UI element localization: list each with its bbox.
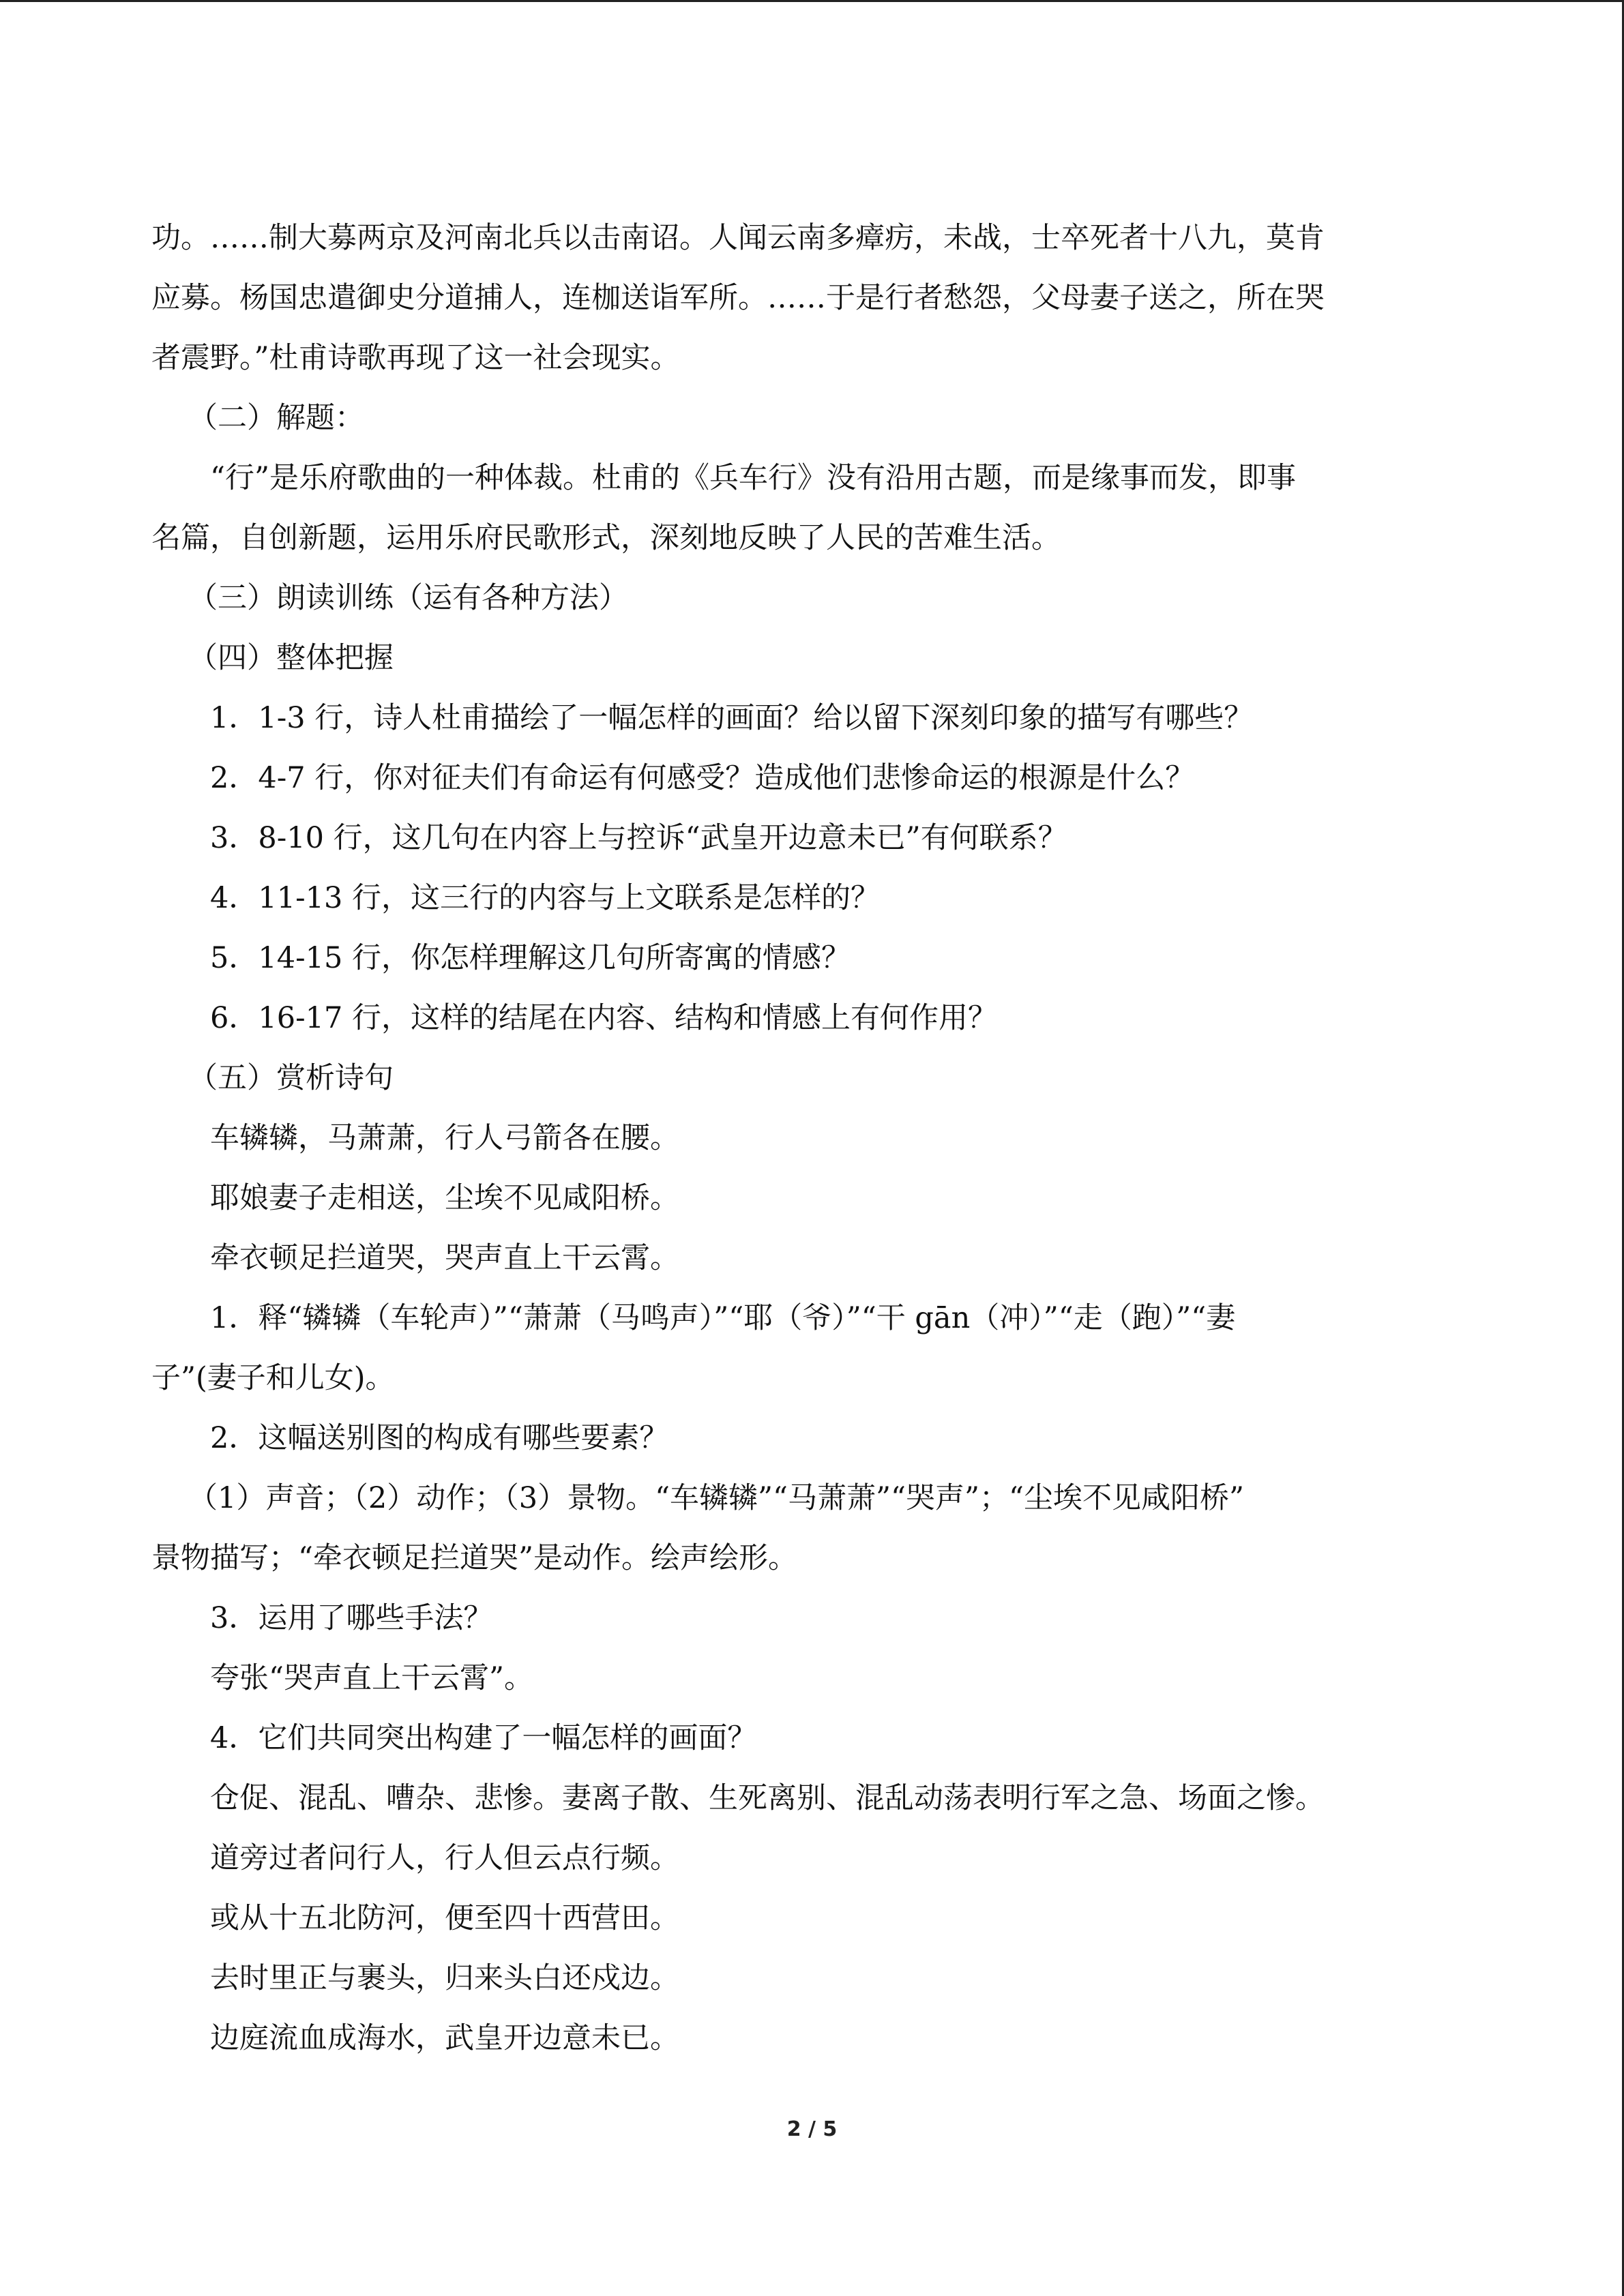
text-line: 3．8-10 行，这几句在内容上与控诉“武皇开边意未已”有何联系？ — [210, 821, 1067, 855]
text-line: 景物描写；“牵衣顿足拦道哭”是动作。绘声绘形。 — [151, 1541, 797, 1575]
text-line: 或从十五北防河，便至四十西营田。 — [210, 1901, 679, 1935]
text-line: 4．它们共同突出构建了一幅怎样的画面？ — [210, 1721, 757, 1755]
text-line: 去时里正与裹头，归来头白还戍边。 — [210, 1961, 679, 1995]
text-line: （三）朗读训练（运有各种方法） — [188, 581, 628, 615]
document-body — [151, 208, 1458, 2068]
text-line: 6．16-17 行，这样的结尾在内容、结构和情感上有何作用？ — [210, 1001, 997, 1035]
text-line: 车辚辚，马萧萧，行人弓箭各在腰。 — [210, 1121, 679, 1155]
text-line: （1）声音；（2）动作；（3）景物。“车辚辚”“马萧萧”“哭声”；“尘埃不见咸阳桥” — [188, 1481, 1244, 1515]
text-line: 夸张“哭声直上干云霄”。 — [210, 1661, 533, 1695]
text-line: 者震野。”杜甫诗歌再现了这一社会现实。 — [151, 341, 680, 375]
text-line: 道旁过者问行人，行人但云点行频。 — [210, 1841, 679, 1875]
page-number: 2 / 5 — [786, 2117, 838, 2141]
text-line: 2．这幅送别图的构成有哪些要素？ — [210, 1421, 669, 1455]
text-line: 牵衣顿足拦道哭，哭声直上干云霄。 — [210, 1241, 679, 1275]
text-line: （四）整体把握 — [188, 641, 394, 675]
text-line: （二）解题： — [188, 401, 364, 435]
text-line: 边庭流血成海水，武皇开边意未已。 — [210, 2021, 679, 2055]
text-line: 1．1-3 行，诗人杜甫描绘了一幅怎样的画面？给以留下深刻印象的描写有哪些？ — [210, 701, 1254, 735]
text-line: “行”是乐府歌曲的一种体裁。杜甫的《兵车行》没有沿用古题，而是缘事而发，即事 — [210, 461, 1296, 495]
text-line: 功。……制大募两京及河南北兵以击南诏。人闻云南多瘴疠，未战，士卒死者十八九，莫肯 — [151, 221, 1325, 255]
text-line: （五）赏析诗句 — [188, 1061, 394, 1095]
text-line: 仓促、混乱、嘈杂、悲惨。妻离子散、生死离别、混乱动荡表明行军之急、场面之惨。 — [210, 1781, 1325, 1815]
text-line: 名篇，自创新题，运用乐府民歌形式，深刻地反映了人民的苦难生活。 — [151, 521, 1061, 555]
text-line: 1．释“辚辚（车轮声）”“萧萧（马鸣声）”“耶（爷）”“干 gān（冲）”“走（跑）”“妻 — [210, 1301, 1236, 1335]
text-line: 4．11-13 行，这三行的内容与上文联系是怎样的？ — [210, 881, 880, 915]
text-line: 2．4-7 行，你对征夫们有命运有何感受？造成他们悲惨命运的根源是什么？ — [210, 761, 1195, 795]
text-line: 子”(妻子和儿女)。 — [151, 1361, 395, 1395]
text-line: 应募。杨国忠遣御史分道捕人，连枷送诣军所。……于是行者愁怨，父母妻子送之，所在哭 — [151, 281, 1325, 315]
text-line: 3．运用了哪些手法？ — [210, 1601, 493, 1635]
text-line: 耶娘妻子走相送，尘埃不见咸阳桥。 — [210, 1181, 679, 1215]
text-line: 5．14-15 行，你怎样理解这几句所寄寓的情感？ — [210, 941, 851, 975]
